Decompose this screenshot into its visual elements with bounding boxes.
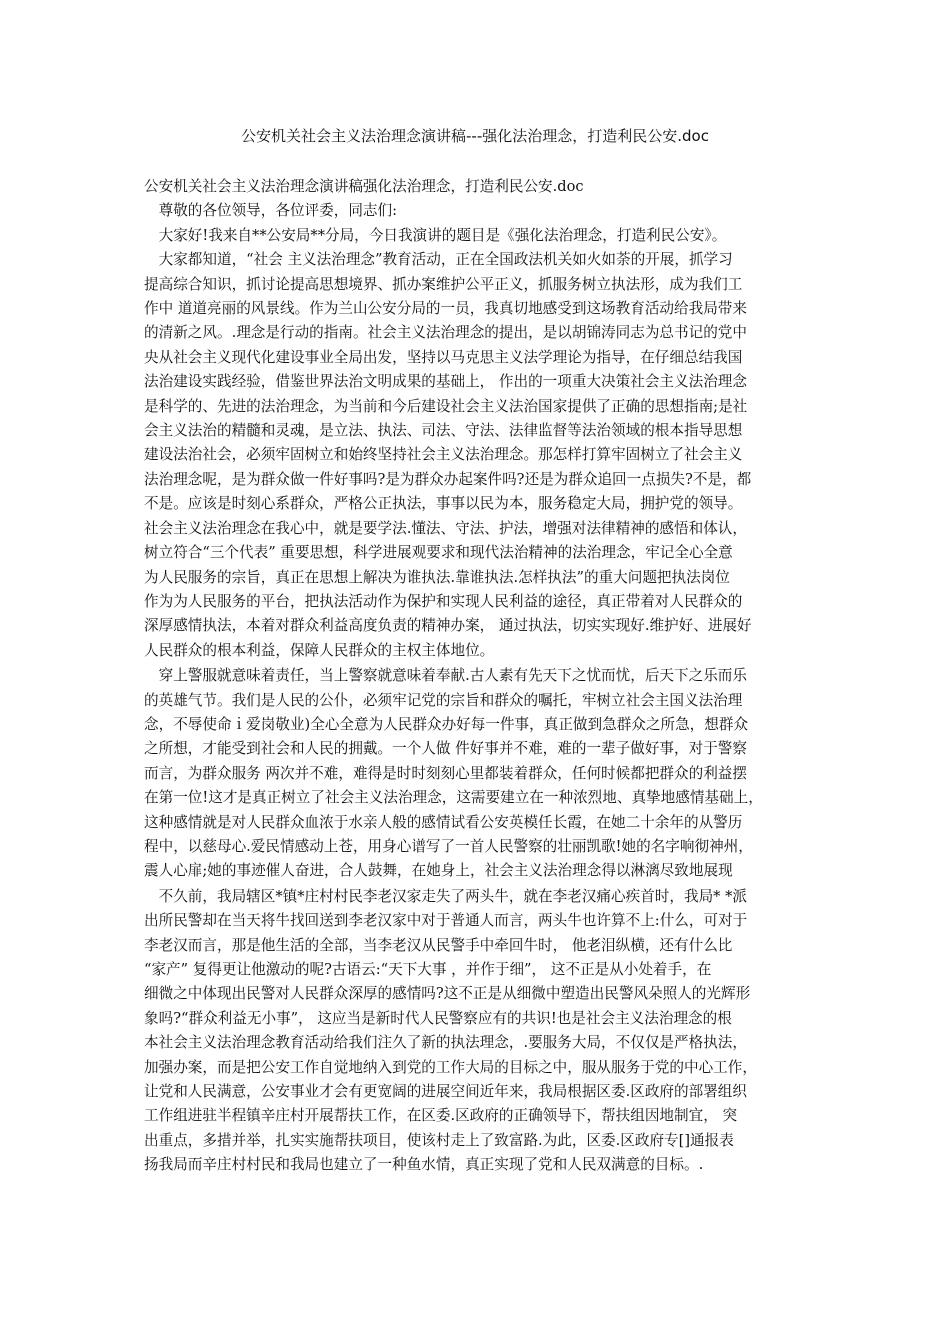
body-line: 建设法治社会，必须牢固树立和始终坚持社会主义法治理念。那怎样打算牢固树立了社会主义 (144, 446, 743, 464)
body-line: 在第一位!这才是真正树立了社会主义法治理念，这需要建立在一种浓烈地、真挚地感情基础上， (144, 789, 763, 807)
body-line: 穿上警服就意味着责任，当上警察就意味着奉献.古人素有先天下之忧而忧，后天下之乐而乐 (144, 667, 747, 685)
body-line: 大家都知道，“社会 主义法治理念”教育活动，正在全国政法机关如火如荼的开展，抓学习 (144, 251, 733, 269)
body-line: 震人心扉;她的事迹催人奋进，合人鼓舞，在她身上，社会主义法治理念得以淋漓尽致地展现 (144, 862, 733, 880)
body-line: 工作组进驻半程镇辛庄村开展帮扶工作，在区委.区政府的正确领导下，帮扶组因地制宜， 突 (144, 1107, 738, 1125)
document-title: 公安机关社会主义法治理念演讲稿---强化法治理念，打造利民公安.doc (241, 127, 709, 145)
body-line: 程中，以慈母心.爱民情感动上苍，用身心谱写了一首人民警察的壮丽凯歌!她的名字响彻神州， (144, 837, 753, 855)
body-line: 出所民警却在当天将牛找回送到李老汉家中对于普通人而言，两头牛也许算不上:什么，可对于 (144, 912, 748, 930)
body-line: “家产” 复得更让他激动的呢?古语云:“天下大事 ，并作于细”， 这不正是从小处着手，在 (144, 961, 712, 978)
body-line: 的英雄气节。我们是人民的公仆，必须牢记党的宗旨和群众的嘱托，牢树立社会主国义法治理 (144, 691, 743, 709)
body-line: 社会主义法治理念在我心中，就是要学法.懂法、守法、护法，增强对法律精神的感悟和体认， (144, 519, 747, 537)
body-line: 提高综合知识，抓讨论提高思想境界、抓办案维护公平正义，抓服务树立执法形，成为我们工 (144, 275, 743, 293)
body-line: 为人民服务的宗旨，真正在思想上解决为谁执法.靠谁执法.怎样执法”的重大问题把执法岗位 (144, 568, 730, 586)
body-line: 扬我局而辛庄村村民和我局也建立了一种鱼水情，真正实现了党和人民双满意的目标。. (144, 1156, 704, 1174)
body-line: 作为为人民服务的平台，把执法活动作为保护和实现人民利益的途径，真正带着对人民群众的 (144, 592, 743, 610)
body-line: 法治建设实践经验，借鉴世界法治文明成果的基础上， 作出的一项重大决策社会主义法治理念 (144, 373, 747, 391)
body-line: 作中 道道亮丽的风景线。作为兰山公安分局的一员，我真切地感受到这场教育活动给我局带来 (144, 300, 747, 318)
body-line: 不是。应该是时刻心系群众，严格公正执法，事事以民为本，服务稳定大局，拥护党的领导。 (144, 495, 743, 513)
body-line: 人民群众的根本利益，保障人民群众的主权主体地位。 (144, 641, 495, 659)
body-line: 念，不辱使命ｉ爱岗敬业)全心全意为人民群众办好每一件事，真正做到急群众之所急，想群众 (144, 715, 749, 733)
body-line: 不久前，我局辖区*镇*庄村村民李老汉家走失了两头牛，就在李老汉痛心疾首时，我局* *派 (144, 887, 747, 905)
body-line: 树立符合“三个代表” 重要思想，科学进展观要求和现代法治精神的法治理念，牢记全心全意 (144, 544, 733, 562)
body-line: 加强办案，而是把公安工作自觉地纳入到党的工作大局的目标之中，服从服务于党的中心工作， (144, 1058, 757, 1076)
body-line: 细微之中体现出民警对人民群众深厚的感情吗?这不正是从细微中塑造出民警风朵照人的光辉形 (144, 985, 751, 1003)
body-line: 这种感情就是对人民群众血浓于水亲人般的感情试看公安英模任长霞，在她二十余年的从警历 (144, 813, 743, 831)
body-line: 象吗?“群众利益无小事”， 这应当是新时代人民警察应有的共识!也是社会主义法治理念的根 (144, 1009, 732, 1027)
body-line: 出重点，多措并举，扎实实施帮扶项目，使该村走上了致富路.为此，区委.区政府专[]通报表 (144, 1131, 734, 1149)
body-line: 本社会主义法治理念教育活动给我们注久了新的执法理念，.要服务大局，不仅仅是严格执法， (144, 1034, 747, 1052)
body-line: 公安机关社会主义法治理念演讲稿强化法治理念，打造利民公安.doc (144, 178, 584, 195)
body-line: 法治理念呢，是为群众做一件好事吗?是为群众办起案件吗?还是为群众追回一点损失?不是，都 (144, 470, 752, 488)
body-line: 的清新之风。.理念是行动的指南。社会主义法治理念的提出，是以胡锦涛同志为总书记的党中 (144, 324, 747, 342)
body-line: 央从社会主义现代化建设事业全局出发，坚持以马克思主义法学理论为指导，在仔细总结我国 (144, 348, 743, 366)
body-line: 之所想，才能受到社会和人民的拥戴。一个人做 件好事并不难，难的一辈子做好事，对于警察 (144, 740, 747, 758)
body-line: 深厚感情执法，本着对群众利益高度负责的精神办案， 通过执法，切实实现好.维护好、进展好 (144, 617, 752, 635)
body-line: 而言，为群众服务 两次并不难，难得是时时刻刻心里都装着群众，任何时候都把群众的利益摆 (144, 764, 747, 782)
body-line: 让党和人民满意，公安事业才会有更宽阔的进展空间近年来，我局根据区委.区政府的部署组织 (144, 1083, 747, 1101)
body-line: 会主义法治的精髓和灵魂，是立法、执法、司法、守法、法律监督等法治领域的根本指导思想 (144, 422, 743, 440)
body-line: 大家好!我来自**公安局**分局，今日我演讲的题目是《强化法治理念，打造利民公安》。 (144, 226, 727, 244)
body-line: 李老汉而言，那是他生活的全部，当李老汉从民警手中牵回牛时， 他老泪纵横，还有什么比 (144, 936, 733, 954)
body-line: 尊敬的各位领导，各位评委，同志们: (144, 202, 398, 220)
body-line: 是科学的、先进的法治理念，为当前和今后建设社会主义法治国家提供了正确的思想指南;是社 (144, 397, 748, 415)
document-body (144, 175, 818, 1178)
